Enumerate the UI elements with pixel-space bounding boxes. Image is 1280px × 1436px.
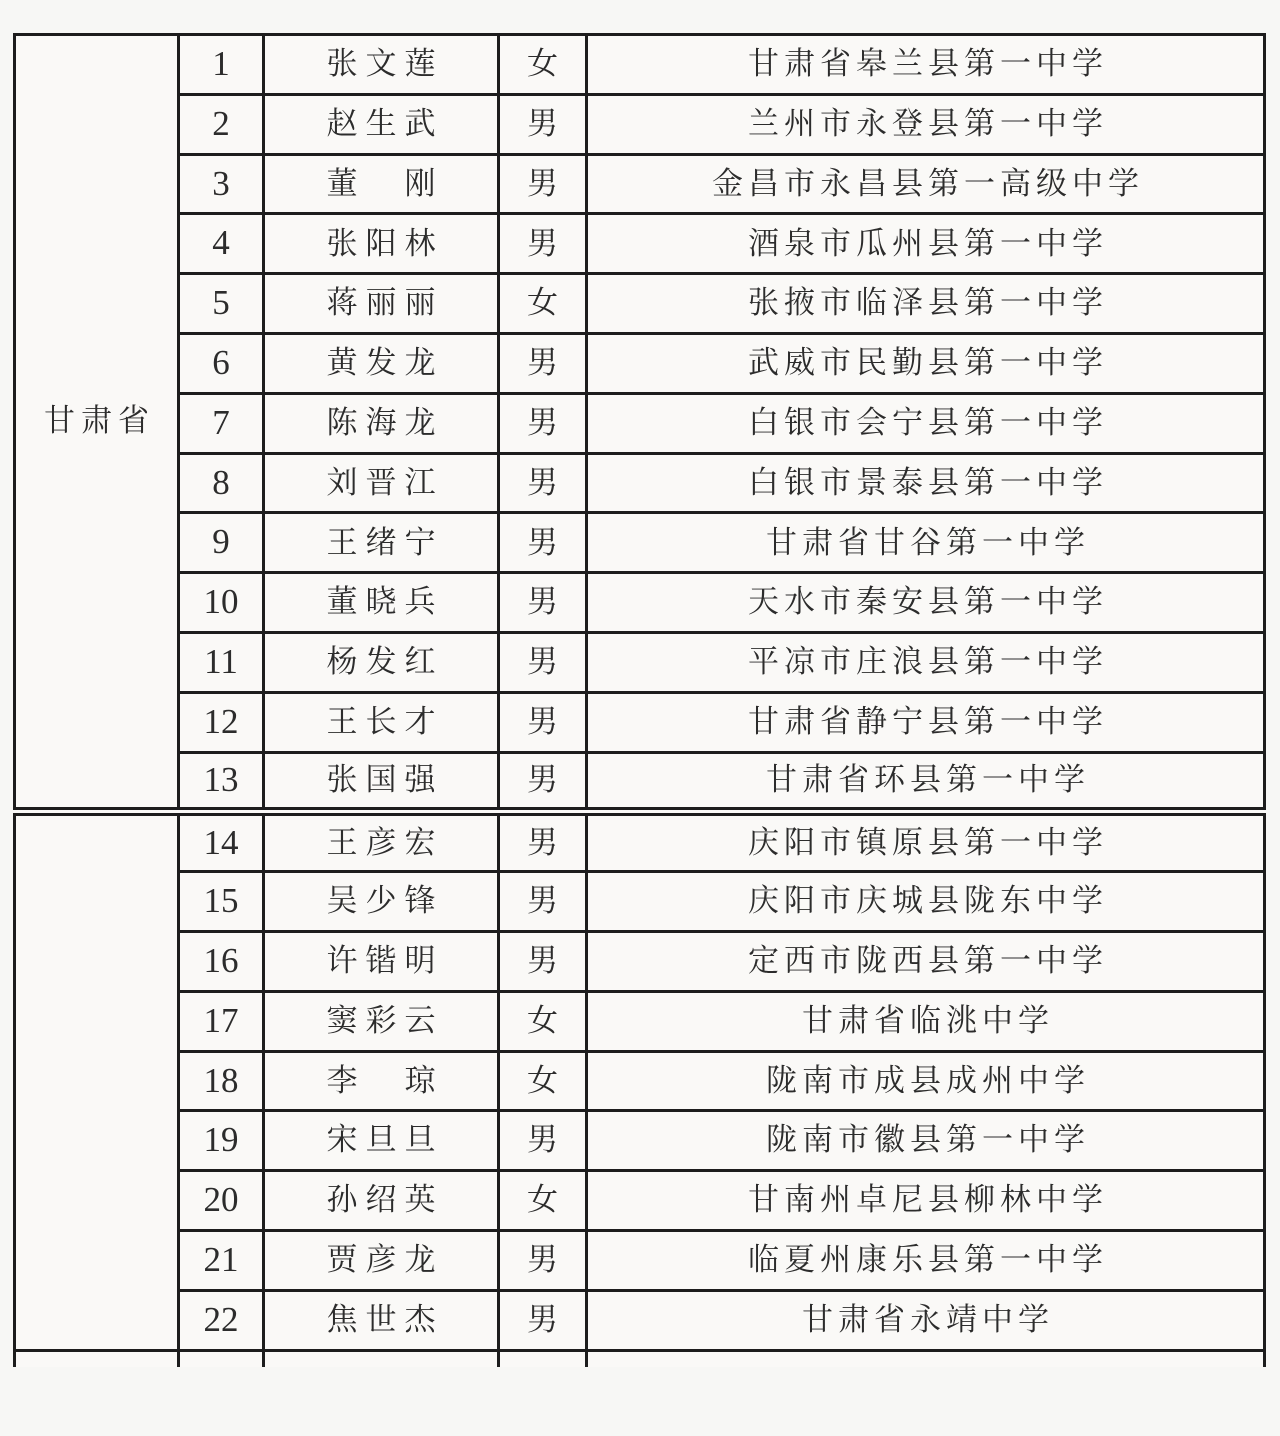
row-number-cell: 21: [179, 1230, 264, 1290]
school-cell: 天水市秦安县第一中学: [587, 573, 1265, 633]
row-number-cell: 6: [179, 333, 264, 393]
table-row: [15, 393, 1265, 453]
gender-cell: 男: [499, 1230, 587, 1290]
school-cell: 白银市景泰县第一中学: [587, 453, 1265, 513]
name-cell: 蒋丽丽: [264, 274, 499, 334]
row-number-cell: 5: [179, 274, 264, 334]
school-cell: 武威市民勤县第一中学: [587, 333, 1265, 393]
table-row: [15, 214, 1265, 274]
gender-cell: 男: [499, 632, 587, 692]
cropped-cell: [15, 1350, 179, 1367]
row-number-cell: 16: [179, 931, 264, 991]
province-cell: 甘肃省: [15, 35, 179, 812]
row-number-cell: 17: [179, 991, 264, 1051]
gender-cell: 男: [499, 573, 587, 633]
name-cell: 吴少锋: [264, 872, 499, 932]
gender-cell: 男: [499, 214, 587, 274]
school-cell: 张掖市临泽县第一中学: [587, 274, 1265, 334]
table-row: [15, 513, 1265, 573]
school-cell: 甘肃省皋兰县第一中学: [587, 35, 1265, 95]
table-row: [15, 692, 1265, 752]
row-number-cell: 14: [179, 812, 264, 872]
school-cell: 兰州市永登县第一中学: [587, 94, 1265, 154]
row-number-cell: 9: [179, 513, 264, 573]
gender-cell: 男: [499, 931, 587, 991]
school-cell: 甘肃省环县第一中学: [587, 752, 1265, 812]
table-row: [15, 154, 1265, 214]
school-cell: 甘肃省甘谷第一中学: [587, 513, 1265, 573]
gender-cell: 男: [499, 812, 587, 872]
table-row: [15, 991, 1265, 1051]
table-row: [15, 1171, 1265, 1231]
table-row: [15, 573, 1265, 633]
roster-table: [13, 33, 1266, 1367]
row-number-cell: 15: [179, 872, 264, 932]
name-cell: 窦彩云: [264, 991, 499, 1051]
table-row: [15, 812, 1265, 872]
gender-cell: 男: [499, 393, 587, 453]
name-cell: 黄发龙: [264, 333, 499, 393]
row-number-cell: 13: [179, 752, 264, 812]
school-cell: 酒泉市瓜州县第一中学: [587, 214, 1265, 274]
table-row: [15, 1230, 1265, 1290]
school-cell: 金昌市永昌县第一高级中学: [587, 154, 1265, 214]
name-cell: 赵生武: [264, 94, 499, 154]
gender-cell: 男: [499, 94, 587, 154]
gender-cell: 女: [499, 991, 587, 1051]
school-cell: 陇南市成县成州中学: [587, 1051, 1265, 1111]
row-number-cell: 19: [179, 1111, 264, 1171]
name-cell: 杨发红: [264, 632, 499, 692]
name-cell: 张阳林: [264, 214, 499, 274]
gender-cell: 女: [499, 35, 587, 95]
row-number-cell: 22: [179, 1290, 264, 1350]
school-cell: 甘肃省静宁县第一中学: [587, 692, 1265, 752]
row-number-cell: 12: [179, 692, 264, 752]
school-cell: 庆阳市庆城县陇东中学: [587, 872, 1265, 932]
name-cell: 王绪宁: [264, 513, 499, 573]
row-number-cell: 4: [179, 214, 264, 274]
province-cell: [15, 812, 179, 1350]
cropped-cell: [499, 1350, 587, 1367]
name-cell: 董晓兵: [264, 573, 499, 633]
gender-cell: 男: [499, 453, 587, 513]
gender-cell: 男: [499, 333, 587, 393]
gender-cell: 男: [499, 154, 587, 214]
row-number-cell: 11: [179, 632, 264, 692]
school-cell: 临夏州康乐县第一中学: [587, 1230, 1265, 1290]
table-row: [15, 632, 1265, 692]
table-row: [15, 1111, 1265, 1171]
gender-cell: 女: [499, 1171, 587, 1231]
name-cell: 焦世杰: [264, 1290, 499, 1350]
name-cell: 宋旦旦: [264, 1111, 499, 1171]
name-cell: 刘晋江: [264, 453, 499, 513]
name-cell: 张文莲: [264, 35, 499, 95]
name-cell: 孙绍英: [264, 1171, 499, 1231]
school-cell: 甘肃省临洮中学: [587, 991, 1265, 1051]
row-number-cell: 1: [179, 35, 264, 95]
gender-cell: 男: [499, 1111, 587, 1171]
name-cell: 王彦宏: [264, 812, 499, 872]
gender-cell: 男: [499, 752, 587, 812]
name-cell: 贾彦龙: [264, 1230, 499, 1290]
school-cell: 定西市陇西县第一中学: [587, 931, 1265, 991]
gender-cell: 女: [499, 274, 587, 334]
gender-cell: 男: [499, 1290, 587, 1350]
school-cell: 白银市会宁县第一中学: [587, 393, 1265, 453]
school-cell: 甘南州卓尼县柳林中学: [587, 1171, 1265, 1231]
school-cell: 庆阳市镇原县第一中学: [587, 812, 1265, 872]
table-row: [15, 94, 1265, 154]
row-number-cell: 2: [179, 94, 264, 154]
cropped-cell: [264, 1350, 499, 1367]
table-row: [15, 931, 1265, 991]
school-cell: 平凉市庄浪县第一中学: [587, 632, 1265, 692]
row-number-cell: 7: [179, 393, 264, 453]
name-cell: 陈海龙: [264, 393, 499, 453]
table-row: [15, 35, 1265, 95]
table-row: [15, 453, 1265, 513]
table-row: [15, 872, 1265, 932]
name-cell: 董 刚: [264, 154, 499, 214]
cropped-cell: [587, 1350, 1265, 1367]
gender-cell: 男: [499, 872, 587, 932]
name-cell: 张国强: [264, 752, 499, 812]
cropped-next-row: [15, 1350, 1265, 1367]
school-cell: 陇南市徽县第一中学: [587, 1111, 1265, 1171]
name-cell: 李 琼: [264, 1051, 499, 1111]
school-cell: 甘肃省永靖中学: [587, 1290, 1265, 1350]
row-number-cell: 18: [179, 1051, 264, 1111]
gender-cell: 女: [499, 1051, 587, 1111]
table-row: [15, 333, 1265, 393]
table-row: [15, 274, 1265, 334]
name-cell: 王长才: [264, 692, 499, 752]
cropped-cell: [179, 1350, 264, 1367]
table-row: [15, 752, 1265, 812]
row-number-cell: 10: [179, 573, 264, 633]
name-cell: 许锴明: [264, 931, 499, 991]
row-number-cell: 8: [179, 453, 264, 513]
gender-cell: 男: [499, 513, 587, 573]
gender-cell: 男: [499, 692, 587, 752]
row-number-cell: 3: [179, 154, 264, 214]
row-number-cell: 20: [179, 1171, 264, 1231]
table-row: [15, 1051, 1265, 1111]
table-row: [15, 1290, 1265, 1350]
